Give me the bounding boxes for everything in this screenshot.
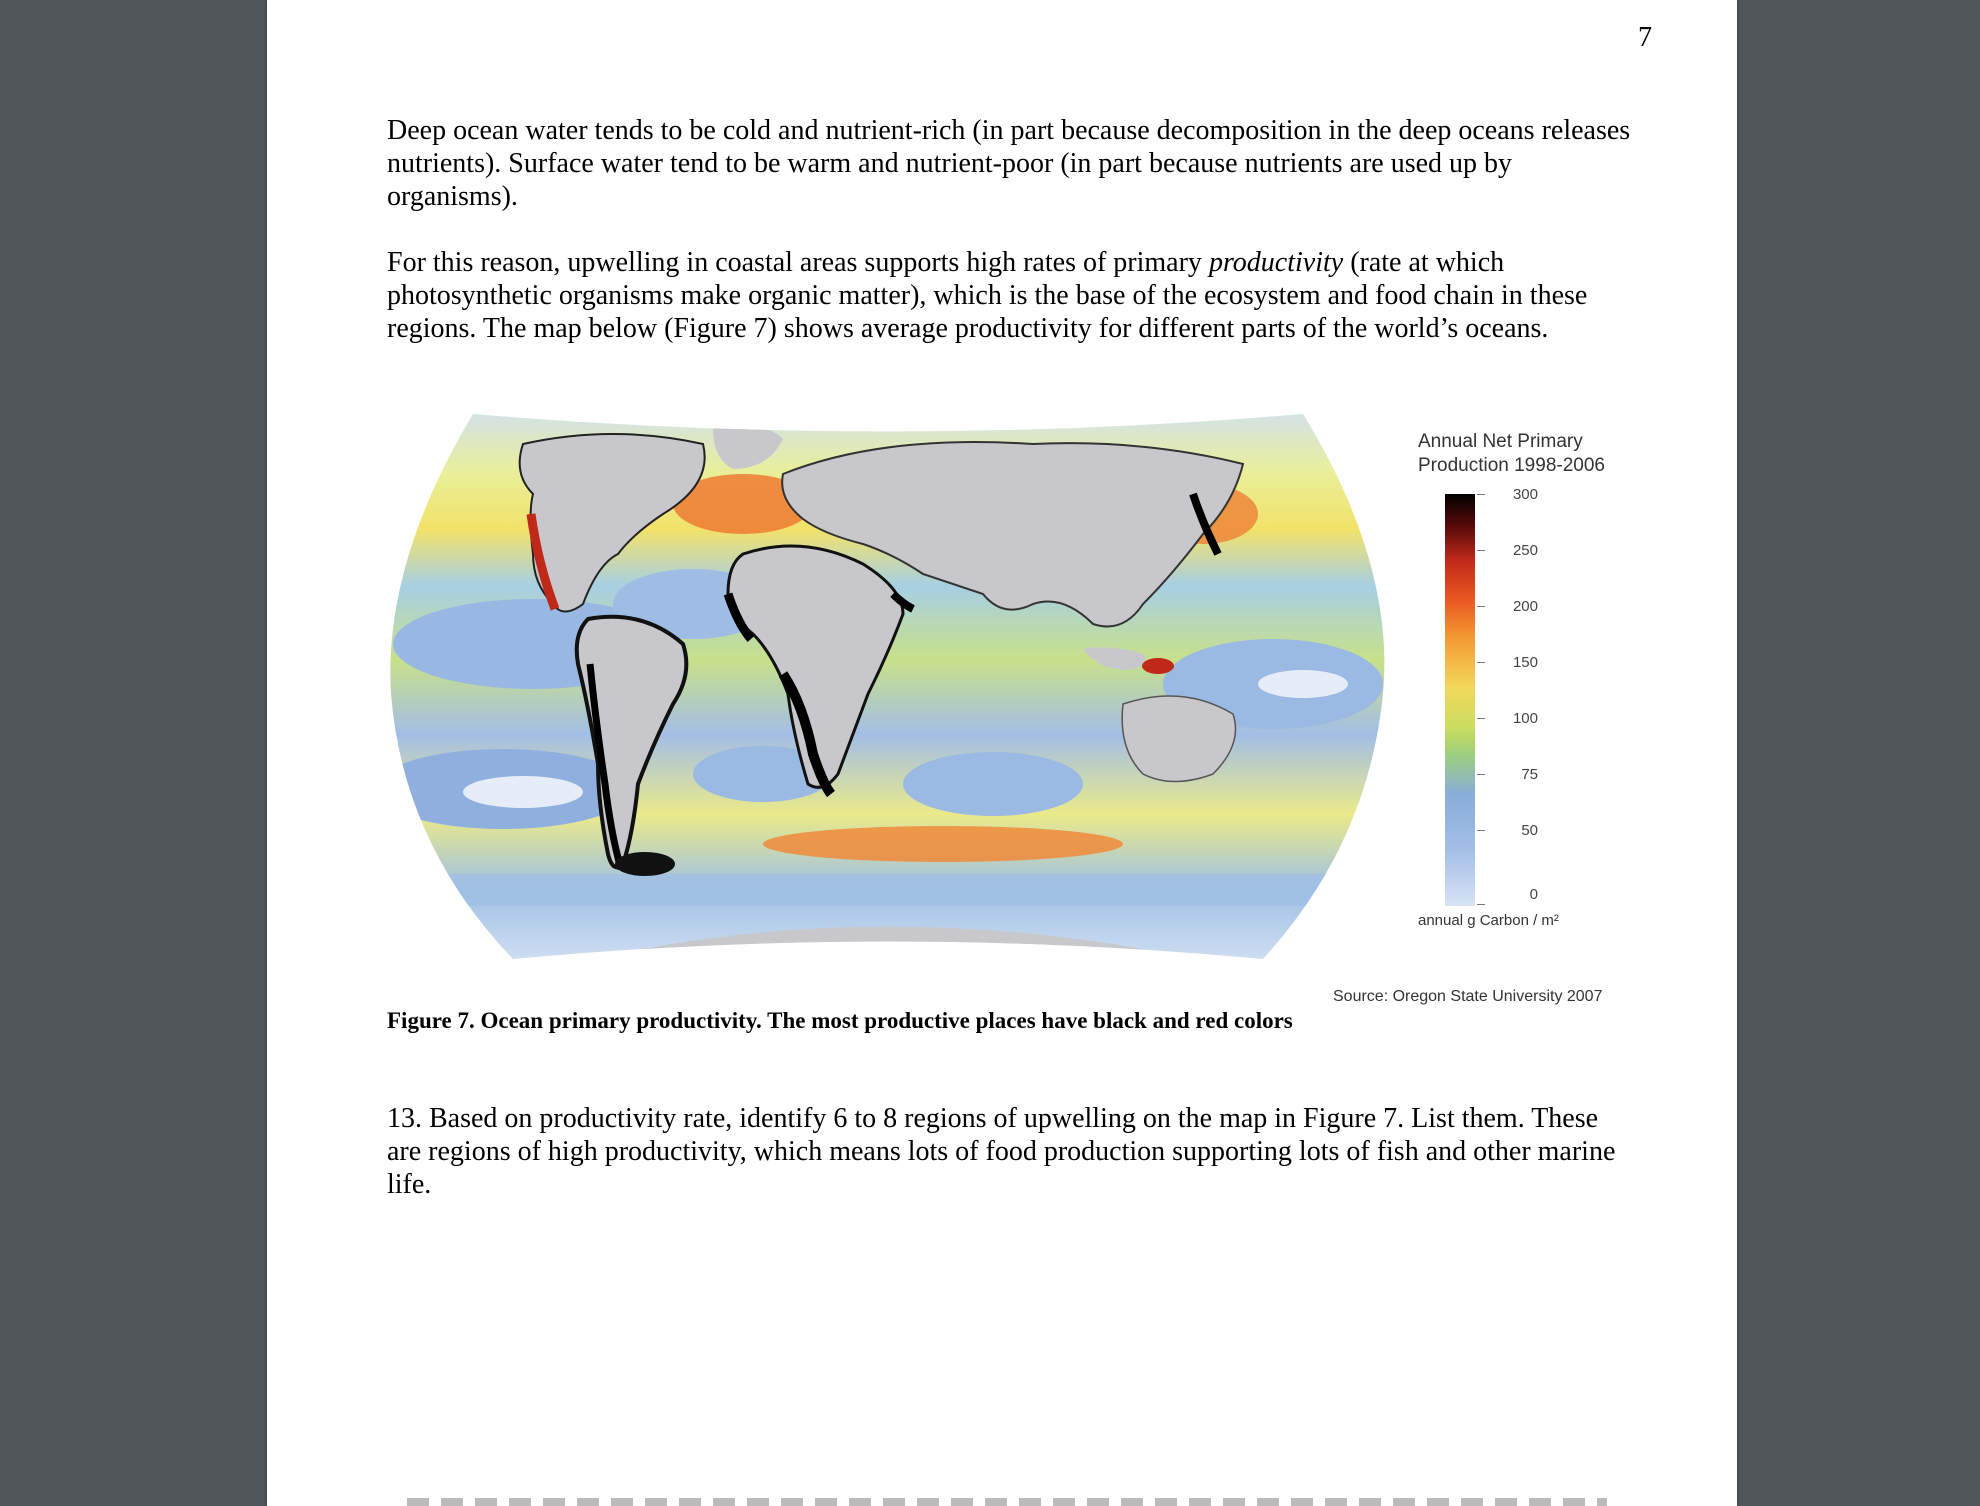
legend-tick bbox=[1477, 718, 1485, 719]
world-productivity-map bbox=[383, 404, 1393, 974]
west-pacific-core bbox=[1258, 670, 1348, 698]
patagonian-shelf-high bbox=[615, 852, 675, 876]
next-line-cutoff bbox=[407, 1498, 1607, 1506]
legend-tick-label: 100 bbox=[1512, 710, 1538, 727]
southern-ocean-band bbox=[383, 874, 1393, 906]
legend-tick-label: 50 bbox=[1521, 822, 1538, 839]
legend-tick bbox=[1477, 606, 1485, 607]
south-pacific-core bbox=[463, 776, 583, 808]
legend-tick-label: 150 bbox=[1512, 654, 1538, 671]
productivity-figure bbox=[383, 404, 1633, 974]
paragraph-deep-ocean: Deep ocean water tends to be cold and nutrient-rich (in part because decomposition in the deep oceans releases nutrients). Surface water tend to be warm and nutrient-poor (in part because nutrients are used up by organisms). bbox=[387, 115, 1631, 212]
legend-color-bar bbox=[1445, 494, 1475, 906]
legend-tick bbox=[1477, 662, 1485, 663]
southern-ocean-front bbox=[763, 826, 1123, 862]
paragraph-upwelling-text-1: For this reason, upwelling in coastal areas supports high rates of primary bbox=[387, 247, 1209, 278]
indonesia-high bbox=[1142, 658, 1174, 674]
document-page bbox=[267, 0, 1737, 1506]
legend-tick-label: 250 bbox=[1512, 542, 1538, 559]
paragraph-upwelling bbox=[387, 246, 1637, 345]
legend-tick-label: 75 bbox=[1521, 766, 1538, 783]
indian-ocean-gyre bbox=[903, 752, 1083, 816]
legend-tick-label: 0 bbox=[1529, 886, 1538, 903]
legend-tick bbox=[1477, 830, 1485, 831]
legend-tick bbox=[1477, 550, 1485, 551]
productivity-term: productivity bbox=[1208, 247, 1344, 278]
legend-tick-label: 300 bbox=[1512, 486, 1538, 503]
legend-unit-label: annual g Carbon / m² bbox=[1418, 912, 1559, 929]
page-number: 7 bbox=[1638, 22, 1652, 53]
legend-title-line-2: Production 1998-2006 bbox=[1418, 455, 1605, 476]
paragraph-upwelling-text-2: (rate at which photosynthetic organisms make organic matter), which is the base of the ecosystem and food chain in these regions. The map below (Figure 7) shows average productivity for different parts of the world’s oceans. bbox=[387, 247, 1588, 344]
figure-source: Source: Oregon State University 2007 bbox=[1333, 988, 1603, 1005]
question-13: 13. Based on productivity rate, identify 6 to 8 regions of upwelling on the map in Figure 7. List them. These are regions of high productivity, which means lots of food production supporting lots of fish and other marine life. bbox=[387, 1103, 1616, 1200]
figure-caption: Figure 7. Ocean primary productivity. The most productive places have black and red colors bbox=[387, 1008, 1293, 1033]
legend-title-line-1: Annual Net Primary bbox=[1418, 431, 1583, 452]
legend-title bbox=[1418, 430, 1638, 478]
legend-tick bbox=[1477, 774, 1485, 775]
legend-tick bbox=[1477, 494, 1485, 495]
australia bbox=[1122, 696, 1235, 782]
legend-tick bbox=[1477, 904, 1485, 905]
legend-tick-label: 200 bbox=[1512, 598, 1538, 615]
